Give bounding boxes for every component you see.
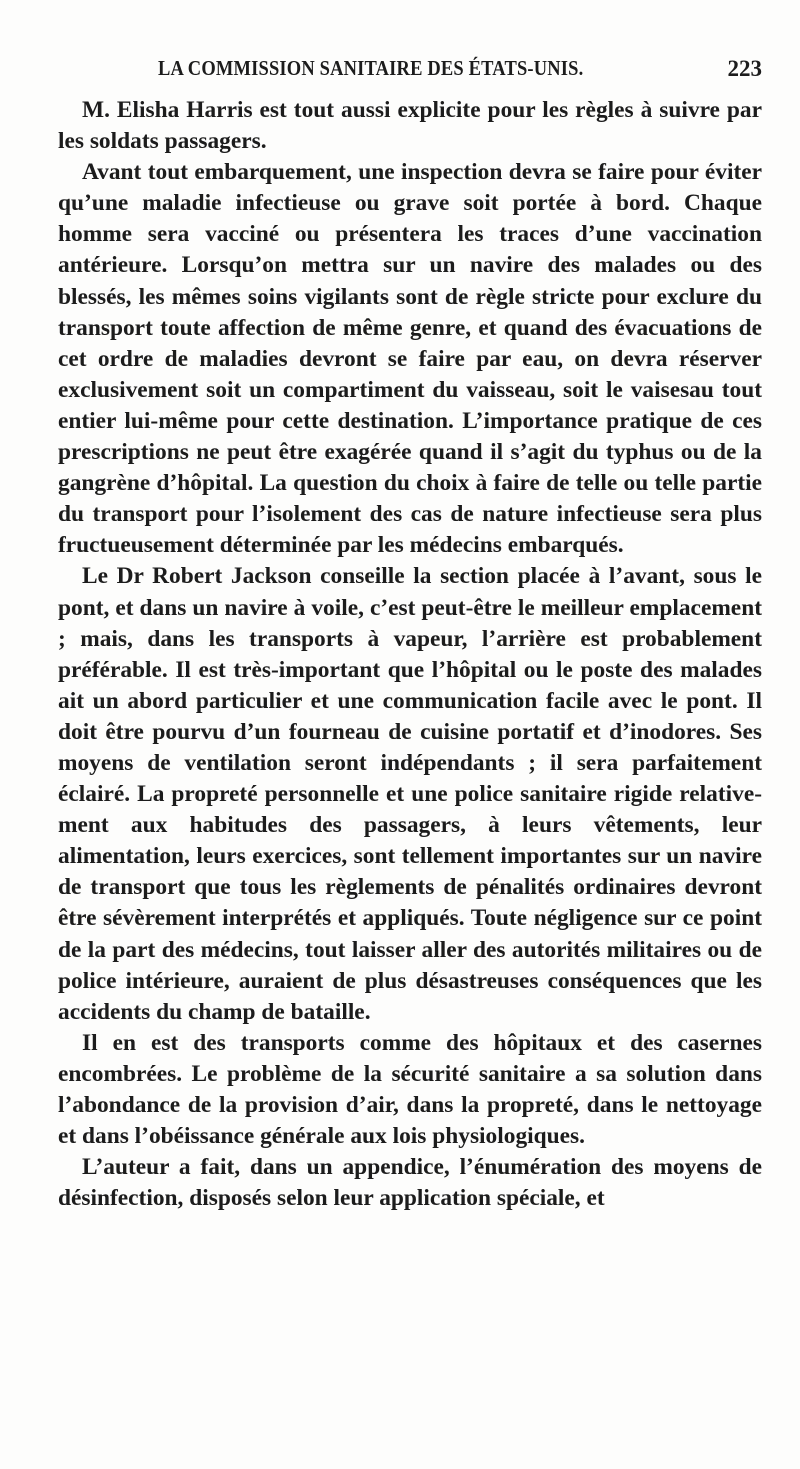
paragraph: Le Dr Robert Jackson conseille la section placée à l’avant, sous le pont, et dans un navire à voile, c’est peut-être le meilleur emplacement ; mais, dans les transports à vapeur, l’arrière est probablement préférable. Il est très-important que l’hôpital ou le poste des malades ait un abord particulier et une communication facile avec le pont. Il doit être pourvu d’un fourneau de cuisine portatif et d’inodores. Ses moyens de ventilation seront indépendants ; il sera parfaitement éclairé. La propreté personnelle et une police sanitaire rigide relativement aux habitudes des passagers, à leurs vêtements, leur alimentation, leurs exercices, sont tellement importantes sur un navire de transport que tous les règlements de pénalités ordinaires devront être sévèrement interprétés et appliqués. Toute négligence sur ce point de la part des médecins, tout laisser aller des autorités militaires ou de police intérieure, auraient de plus désastreuses conséquences que les accidents du champ de bataille. xyxy=(58,563,762,1025)
paragraph: L’auteur a fait, dans un appendice, l’énumération des moyens de désinfection, disposés selon leur application spéciale, et xyxy=(58,1154,762,1212)
page-number: 223 xyxy=(727,56,762,81)
running-title: LA COMMISSION SANITAIRE DES ÉTATS-UNIS. xyxy=(158,56,584,80)
paragraph: Il en est des transports comme des hôpitaux et des casernes encombrées. Le problème de la sécurité sanitaire a sa solution dans l’abondance de la provision d’air, dans la propreté, dans le nettoyage et dans l’obéissance générale aux lois physiologiques. xyxy=(58,1029,762,1150)
page-header xyxy=(58,56,762,84)
paragraph: Avant tout embarquement, une inspection devra se faire pour éviter qu’une maladie infectieuse ou grave soit portée à bord. Chaque homme sera vacciné ou présentera les traces d’une vaccination antérieure. Lorsqu’on mettra sur un navire des malades ou des blessés, les mêmes soins vigilants sont de règle stricte pour exclure du transport toute affection de même genre, et quand des évacuations de cet ordre de maladies devront se faire par eau, on devra réserver exclusivement soit un compartiment du vaisseau, soit le vaisesau tout entier lui-même pour cette destination. L’importance pratique de ces prescriptions ne peut être exagérée quand il s’agit du typhus ou de la gangrène d’hôpital. La question du choix à faire de telle ou telle partie du transport pour l’isolement des cas de nature infectieuse sera plus fructueusement déterminée par les médecins embarqués. xyxy=(58,159,762,559)
paragraph: M. Elisha Harris est tout aussi explicite pour les règles à suivre par les soldats passagers. xyxy=(58,97,762,155)
body-text xyxy=(58,95,762,1214)
